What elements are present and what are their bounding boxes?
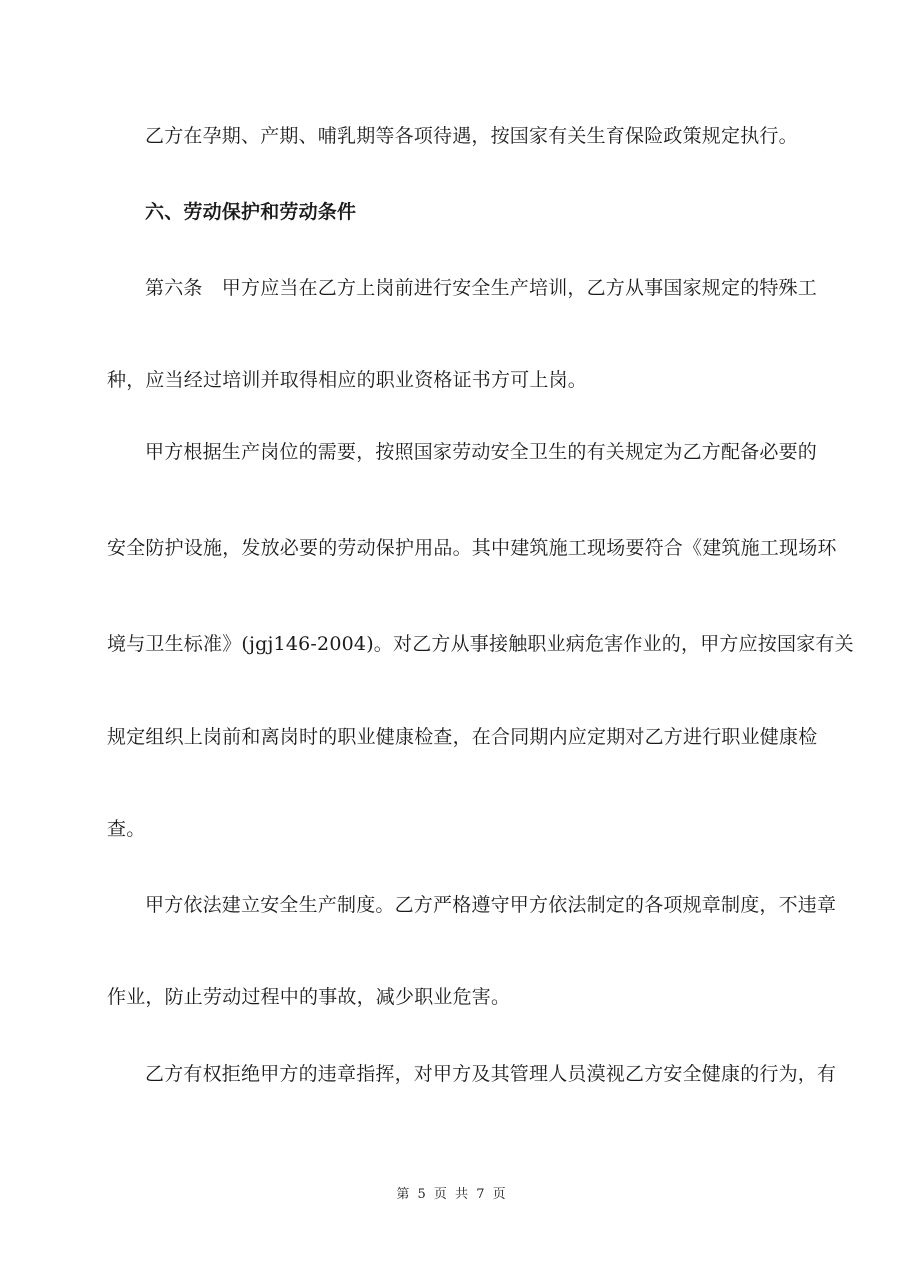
article-six-line-2: 种，应当经过培训并取得相应的职业资格证书方可上岗。 xyxy=(107,369,588,391)
page-number-footer: 第 5 页 共 7 页 xyxy=(396,1187,508,1202)
paragraph-safety-equipment-line-1: 甲方根据生产岗位的需要，按照国家劳动安全卫生的有关规定为乙方配备必要的 xyxy=(145,441,818,463)
section-heading-labor-protection: 六、劳动保护和劳动条件 xyxy=(145,201,357,223)
paragraph-safety-rules-line-1: 甲方依法建立安全生产制度。乙方严格遵守甲方依法制定的各项规章制度，不违章 xyxy=(145,894,837,916)
paragraph-safety-equipment-line-5: 查。 xyxy=(107,818,146,840)
paragraph-safety-equipment-line-4: 规定组织上岗前和离岗时的职业健康检查，在合同期内应定期对乙方进行职业健康检 xyxy=(107,726,818,748)
paragraph-safety-equipment-line-3: 境与卫生标准》(jgj146-2004)。对乙方从事接触职业病危害作业的，甲方应按国家有关 xyxy=(107,633,854,655)
paragraph-refuse-orders-line-1: 乙方有权拒绝甲方的违章指挥，对甲方及其管理人员漠视乙方安全健康的行为，有 xyxy=(145,1063,837,1085)
paragraph-safety-rules-line-2: 作业，防止劳动过程中的事故，减少职业危害。 xyxy=(107,986,511,1008)
paragraph-maternity-benefits: 乙方在孕期、产期、哺乳期等各项待遇，按国家有关生育保险政策规定执行。 xyxy=(145,125,798,147)
article-six-line-1: 第六条 甲方应当在乙方上岗前进行安全生产培训，乙方从事国家规定的特殊工 xyxy=(145,277,818,299)
paragraph-safety-equipment-line-2: 安全防护设施，发放必要的劳动保护用品。其中建筑施工现场要符合《建筑施工现场环 xyxy=(107,537,837,559)
